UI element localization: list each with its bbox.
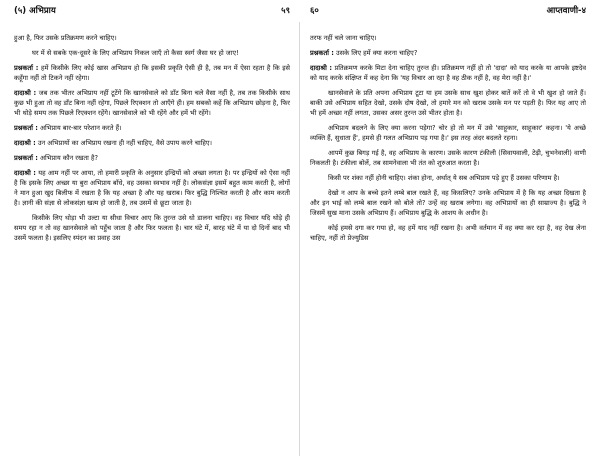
right-page-header bbox=[310, 5, 586, 21]
right-page bbox=[310, 0, 586, 463]
paragraph-text: आपमें कुछ बिगड़ गई है, वह अभिप्राय के कारण। उसके कारण टंकीली (सिवायवाली, टेढ़ी, चुभनेवाली) वाणी निकलती है। टंकीला बोलें, तब सामनेवाला भी तंत को शुरुआत करता है। bbox=[310, 149, 586, 167]
left-page bbox=[14, 0, 290, 463]
speaker-label: प्रश्नकर्ता : bbox=[14, 64, 39, 72]
paragraph-text: जब तक भीतर अभिप्राय नहीं टूटेंगे कि खानसेवाले को डाँट बिना चले वैसा नहीं है, तब तक किसीके साथ कुछ भी हुआ तो वह डाँट बिना नहीं रहेगा, पिछले रिएक्शन तो आएँगे ही। हम सबको कहें कि अभिप्राय छोड़ना है, फिर भी थोड़े समय तक पिछले रिएक्शन रहेंगे। खानसेवाले को भी रहेंगे और हमें भी रहेंगे। bbox=[14, 89, 290, 117]
speaker-label: दादाश्री : bbox=[14, 139, 36, 147]
speaker-label: दादाश्री : bbox=[14, 169, 36, 177]
paragraph bbox=[310, 33, 586, 43]
paragraph bbox=[310, 148, 586, 168]
paragraph-text: प्रतिक्रमण करके मिटा देना चाहिए तुरन्त ही। प्रतिक्रमण नहीं हो तो 'दादा' को याद करके या आपके इष्टदेव को याद करके संक्षिप्त में कह देना कि 'यह विचार आ रहा है वह ठीक नहीं है, वह मेरा नहीं है।' bbox=[310, 64, 586, 82]
dialogue-paragraph bbox=[14, 138, 290, 148]
left-page-number: ५९ bbox=[281, 6, 290, 16]
speaker-label: प्रश्नकर्ता : bbox=[310, 49, 334, 57]
right-page-number: ६० bbox=[310, 6, 319, 16]
right-book-label: आप्तवाणी-४ bbox=[546, 6, 586, 16]
paragraph-text: किसीके लिए थोड़ा भी उल्टा या सीधा विचार आए कि तुरन्त उसे धो डालना चाहिए। वह विचार यदि थोड़े ही समय रहा न तो वह खानसेवाले को पहुँच जाता है और फिर फलता है। चार घंटे में, बारह घंटे में या दो दिनों बाद भी उसमें फलता है। इसलिए स्पंदन का प्रवाह उस bbox=[14, 214, 290, 242]
left-page-header bbox=[14, 5, 290, 21]
dialogue-paragraph bbox=[14, 168, 290, 208]
right-page-body bbox=[310, 33, 586, 243]
paragraph-text: कोई हमसे दगा कर गया हो, वह हमें याद नहीं रखना है। अभी वर्तमान में वह क्या कर रहा है, वह देख लेना चाहिए, नहीं तो प्रेज्युडिस bbox=[310, 224, 586, 242]
paragraph-text: उसके लिए हमें क्या करना चाहिए? bbox=[336, 49, 418, 57]
paragraph bbox=[310, 188, 586, 218]
paragraph-text: हमें किसीके लिए कोई खास अभिप्राय हो कि इसकी प्रकृति ऐसी ही है, तब मन में ऐसा रहता है कि इसे कहूँगा नहीं तो टिकने नहीं रहेगा। bbox=[14, 64, 290, 82]
paragraph-text: घर में से सबके एक-दूसरे के लिए अभिप्राय निकल जाएँ तो कैसा स्वर्ग जैसा घर हो जाए! bbox=[32, 49, 239, 57]
paragraph bbox=[14, 33, 290, 43]
speaker-label: दादाश्री : bbox=[14, 89, 37, 97]
paragraph-text: उन अभिप्रायों का अभिप्राय रखना ही नहीं चाहिए, वैसे उपाय करने चाहिए। bbox=[37, 139, 213, 147]
paragraph-text: अभिप्राय बार-बार परेशान करते हैं। bbox=[40, 124, 122, 132]
paragraph-text: यह आम नहीं पर आया, तो हमारी प्रकृति के अनुसार इन्द्रियों को अच्छा लगता है। पर इन्द्रियों को ऐसा नहीं है कि इसके लिए अच्छा या बुरा अभिप्राय बाँधे, वह उसका स्वभाव नहीं है। लोकसंज्ञा इसमें बहुत काम करती है, लोगों ने मान हुआ खुद बिलीफ में रखता है कि यह अच्छा है और यह खराब। फिर बुद्धि निश्चित करती है और काम करती है। ज्ञानी की संज्ञा से लोकसंज्ञा खत्म हो जाती है, तब उसमें से छूटा जाता है। bbox=[14, 169, 290, 207]
dialogue-paragraph bbox=[14, 88, 290, 118]
paragraph-text: खानसेवाले के प्रति अपना अभिप्राय टूटा या हम उसके साथ खुश होकर बातें करें तो वे भी खुश हो जाते हैं। बाकी उसे अभिप्राय सहित देखो, उसके दोष देखो, तो हमारे मन को खराब उसके मन पर पड़ती है। फिर यह आए तो भी हमें अच्छा नहीं लगता, उसका असर तुरन्त उसे भीतर होता है। bbox=[310, 89, 586, 117]
dialogue-paragraph bbox=[14, 63, 290, 83]
paragraph bbox=[14, 213, 290, 243]
dialogue-paragraph bbox=[14, 153, 290, 163]
paragraph bbox=[310, 88, 586, 118]
paragraph-text: देखो न आप के बच्चे इतने लम्बे बाल रखते हैं, वह किसलिए? उनके अभिप्राय में है कि यह अच्छा दिखता है और इन भाई को लम्बे बाल रखने को बोले तो? उन्हें वह खराब लगेगा। वह अभिप्रायों का ही साम्राज्य है। बुद्धि ने जिसमें सुख माना उसके अभिप्राय हैं। अभिप्राय बुद्धि के आशय के अधीन है। bbox=[310, 189, 586, 217]
left-page-body bbox=[14, 33, 290, 243]
paragraph bbox=[310, 123, 586, 143]
paragraph-text: हुआ है, फिर उसके प्रतिक्रमण करने चाहिए। bbox=[14, 34, 117, 42]
page-gutter bbox=[299, 22, 300, 456]
paragraph bbox=[14, 48, 290, 58]
paragraph-text: तरफ नहीं चले जाना चाहिए। bbox=[310, 34, 377, 42]
dialogue-paragraph bbox=[310, 63, 586, 83]
dialogue-paragraph bbox=[14, 123, 290, 133]
paragraph-text: किसी पर शंका नहीं होनी चाहिए। शंका होना, अर्थात् ये सब अभिप्राय पड़े हुए हैं उसका परिणाम है। bbox=[328, 174, 560, 182]
paragraph-text: अभिप्राय बदलने के लिए क्या करना पड़ेगा? चोर हो तो मन में उसे 'साहूकार, साहूकार' कहना। 'ये अच्छे व्यक्ति हैं, सुधाता हैं', हमसे ही गलत अभिप्राय पड़ गया है।' इस तरह अंदर बदलते रहना। bbox=[310, 124, 586, 142]
paragraph bbox=[310, 223, 586, 243]
speaker-label: प्रश्नकर्ता : bbox=[14, 154, 38, 162]
left-chapter-label: (५) अभिप्राय bbox=[14, 6, 56, 16]
paragraph bbox=[310, 173, 586, 183]
speaker-label: प्रश्नकर्ता : bbox=[14, 124, 38, 132]
speaker-label: दादाश्री : bbox=[310, 64, 333, 72]
dialogue-paragraph bbox=[310, 48, 586, 58]
paragraph-text: अभिप्राय कौन रखता है? bbox=[40, 154, 98, 162]
